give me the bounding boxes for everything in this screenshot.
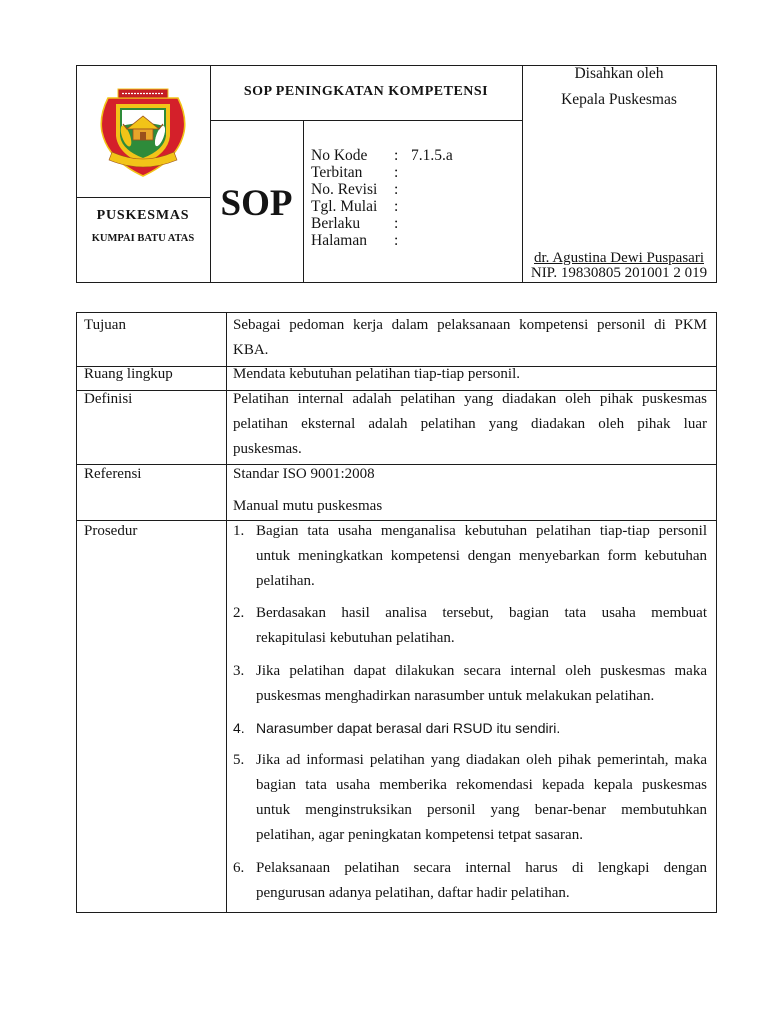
- content-table-column-divider: [226, 312, 227, 913]
- meta-value-no-kode: 7.1.5.a: [411, 147, 453, 164]
- meta-separator: :: [394, 198, 399, 215]
- step-number: 6.: [233, 860, 245, 876]
- step-text-line: pengurusan adanya pelatihan, daftar hadir pelatihan.: [256, 885, 570, 901]
- meta-label-tgl-mulai: Tgl. Mulai: [311, 198, 378, 215]
- step-text-line: Bagian tata usaha menganalisa kebutuhan pelatihan tiap-tiap personil: [256, 523, 707, 539]
- regency-coat-of-arms-icon: [98, 86, 188, 178]
- header-table-divider: [303, 120, 304, 283]
- meta-separator: :: [394, 181, 399, 198]
- approver-name: dr. Agustina Dewi Puspasari: [534, 250, 704, 266]
- meta-label-no-revisi: No. Revisi: [311, 181, 378, 198]
- tujuan-text-line: Sebagai pedoman kerja dalam pelaksanaan kompetensi personil di PKM: [233, 317, 707, 333]
- step-number: 1.: [233, 523, 245, 539]
- approver-nip: NIP. 19830805 201001 2 019: [530, 265, 708, 281]
- step-text-line: bagian tata usaha memberika rekomendasi kepada kepala puskesmas: [256, 777, 707, 793]
- step-number: 3.: [233, 663, 245, 679]
- step-text-line: rekapitulasi kebutuhan pelatihan.: [256, 630, 455, 646]
- meta-separator: :: [394, 164, 399, 181]
- definisi-text-line: puskesmas.: [233, 441, 302, 457]
- meta-label-halaman: Halaman: [311, 232, 367, 249]
- row-label-prosedur: Prosedur: [84, 523, 138, 539]
- meta-label-berlaku: Berlaku: [311, 215, 361, 232]
- step-text-line: Narasumber dapat berasal dari RSUD itu sendiri.: [256, 720, 561, 736]
- step-text-line: untuk menginstruksikan personil yang benar-benar membutuhkan: [256, 802, 707, 818]
- content-table-border-left: [76, 312, 77, 913]
- header-table-border-left: [76, 65, 77, 283]
- step-number: 2.: [233, 605, 245, 621]
- step-text-line: pelatihan.: [256, 573, 315, 589]
- header-table-border-right: [716, 65, 717, 283]
- content-table-border-right: [716, 312, 717, 913]
- definisi-text-line: pelatihan eksternal adalah pelatihan yang diadakan oleh pihak luar: [233, 416, 707, 432]
- sop-label: SOP: [220, 183, 293, 224]
- step-text-line: Jika pelatihan dapat dilakukan secara internal oleh puskesmas maka: [256, 663, 707, 679]
- approver-title: Kepala Puskesmas: [561, 91, 677, 108]
- step-text-line: Jika ad informasi pelatihan yang diadakan oleh pihak pemerintah, maka: [256, 752, 707, 768]
- organization-location: KUMPAI BATU ATAS: [91, 233, 195, 244]
- row-label-referensi: Referensi: [84, 466, 142, 482]
- logo-house-door: [140, 132, 146, 140]
- content-table-border-bottom: [76, 912, 717, 913]
- approval-caption: Disahkan oleh: [574, 65, 664, 82]
- step-number: 4.: [233, 720, 245, 736]
- tujuan-text-line: KBA.: [233, 342, 269, 358]
- document-title: SOP PENINGKATAN KOMPETENSI: [243, 84, 489, 99]
- step-text-line: pelatihan, agar peningkatan kompetensi tetpat sasaran.: [256, 827, 583, 843]
- ruang-lingkup-text-line: Mendata kebutuhan pelatihan tiap-tiap personil.: [233, 366, 520, 382]
- step-text-line: Berdasakan hasil analisa tersebut, bagian tata usaha membuat: [256, 605, 707, 621]
- step-number: 5.: [233, 752, 245, 768]
- row-label-definisi: Definisi: [84, 391, 133, 407]
- step-text-line: puskesmas menghadirkan narasumber untuk melakukan pelatihan.: [256, 688, 655, 704]
- meta-separator: :: [394, 232, 399, 249]
- step-text-line: untuk meningkatkan kompetensi dengan menyebarkan form kebutuhan: [256, 548, 707, 564]
- meta-separator: :: [394, 147, 399, 164]
- organization-name: PUSKESMAS: [96, 208, 190, 223]
- referensi-item: Manual mutu puskesmas: [233, 498, 383, 514]
- header-table-divider: [210, 120, 523, 121]
- meta-label-no-kode: No Kode: [311, 147, 368, 164]
- meta-label-terbitan: Terbitan: [311, 164, 363, 181]
- meta-separator: :: [394, 215, 399, 232]
- referensi-item: Standar ISO 9001:2008: [233, 466, 375, 482]
- header-table-border-bottom: [76, 282, 717, 283]
- row-label-tujuan: Tujuan: [84, 317, 126, 333]
- definisi-text-line: Pelatihan internal adalah pelatihan yang diadakan oleh pihak puskesmas: [233, 391, 707, 407]
- header-table-divider: [76, 197, 211, 198]
- step-text-line: Pelaksanaan pelatihan secara internal harus di lengkapi dengan: [256, 860, 707, 876]
- row-label-ruang-lingkup: Ruang lingkup: [84, 366, 173, 382]
